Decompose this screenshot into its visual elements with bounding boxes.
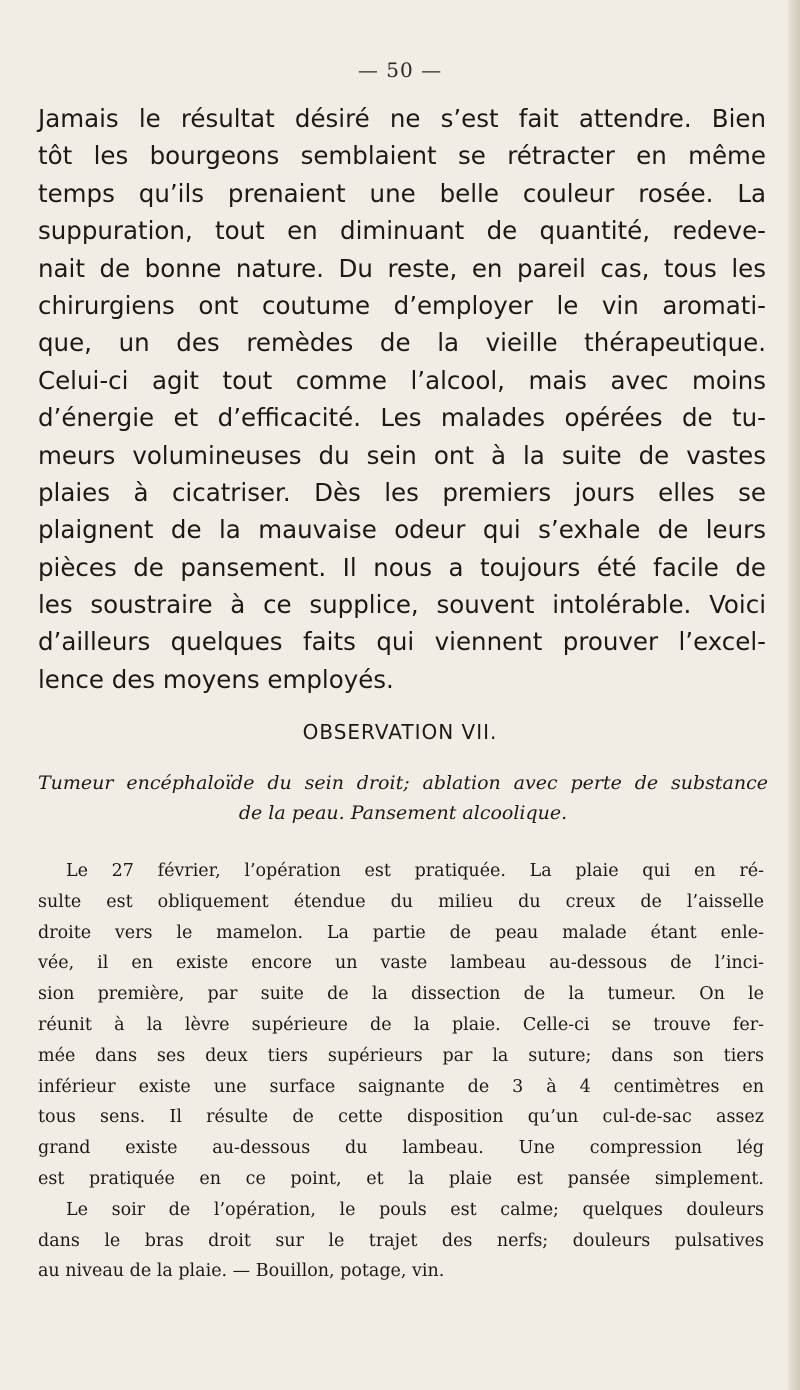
subtitle-line: de la peau. Pansement alcoolique. xyxy=(238,802,568,824)
text-line: vée, il en existe encore un vaste lambeau au-dessous de l’inci- xyxy=(38,953,764,974)
text-line: temps qu’ils prenaient une belle couleur rosée. La xyxy=(38,178,766,208)
text-line: chirurgiens ont coutume d’employer le vin aromati- xyxy=(38,290,766,320)
text-line: les soustraire à ce supplice, souvent intolérable. Voici xyxy=(38,590,766,620)
text-line: plaignent de la mauvaise odeur qui s’exhale de leurs xyxy=(38,515,766,545)
observation-title: OBSERVATION VII. xyxy=(302,720,498,744)
text-line: pièces de pansement. Il nous a toujours été facile de xyxy=(38,552,766,582)
text-line: Jamais le résultat désiré ne s’est fait attendre. Bien xyxy=(38,104,766,133)
text-line: tous sens. Il résulte de cette disposition qu’un cul-de-sac assez xyxy=(38,1107,764,1128)
text-line: réunit à la lèvre supérieure de la plaie. Celle-ci se trouve fer- xyxy=(38,1014,764,1035)
text-line: est pratiquée en ce point, et la plaie est pansée simplement. xyxy=(38,1168,764,1189)
text-line: que, un des remèdes de la vieille thérapeutique. xyxy=(38,328,766,358)
text-line: Le soir de l’opération, le pouls est calme; quelques douleurs xyxy=(66,1199,764,1220)
text-line: au niveau de la plaie. — Bouillon, potage, vin. xyxy=(38,1261,445,1282)
observation-subtitle xyxy=(38,768,768,828)
subtitle-line: Tumeur encéphaloïde du sein droit; ablation avec perte de substance xyxy=(38,772,768,794)
observation-body xyxy=(38,856,764,1287)
text-line: Le 27 février, l’opération est pratiquée. La plaie qui en ré- xyxy=(66,861,764,881)
text-line: droite vers le mamelon. La partie de peau malade étant enle- xyxy=(38,922,764,943)
main-paragraph xyxy=(38,100,766,698)
page-number: — 50 — xyxy=(357,58,443,82)
text-line: grand existe au-dessous du lambeau. Une compression lég xyxy=(38,1138,764,1159)
text-line: sion première, par suite de la dissection de la tumeur. On le xyxy=(38,984,764,1005)
text-line: mée dans ses deux tiers supérieurs par la suture; dans son tiers xyxy=(38,1045,764,1066)
text-line: tôt les bourgeons semblaient se rétracter en même xyxy=(38,141,766,171)
text-line: d’ailleurs quelques faits qui viennent prouver l’excel- xyxy=(38,627,766,657)
text-line: plaies à cicatriser. Dès les premiers jours elles se xyxy=(38,477,766,507)
text-line: inférieur existe une surface saignante de 3 à 4 centimètres en xyxy=(38,1076,764,1097)
text-line: d’énergie et d’efficacité. Les malades opérées de tu- xyxy=(38,403,766,433)
page-edge xyxy=(788,0,800,1390)
text-line: Celui-ci agit tout comme l’alcool, mais avec moins xyxy=(38,365,766,395)
text-line: suppuration, tout en diminuant de quantité, redeve- xyxy=(38,216,766,246)
text-line: dans le bras droit sur le trajet des nerfs; douleurs pulsatives xyxy=(38,1230,764,1251)
text-line: lence des moyens employés. xyxy=(38,664,394,694)
text-line: nait de bonne nature. Du reste, en pareil cas, tous les xyxy=(38,253,766,283)
text-line: sulte est obliquement étendue du milieu du creux de l’aisselle xyxy=(38,891,764,912)
text-line: meurs volumineuses du sein ont à la suite de vastes xyxy=(38,440,766,470)
